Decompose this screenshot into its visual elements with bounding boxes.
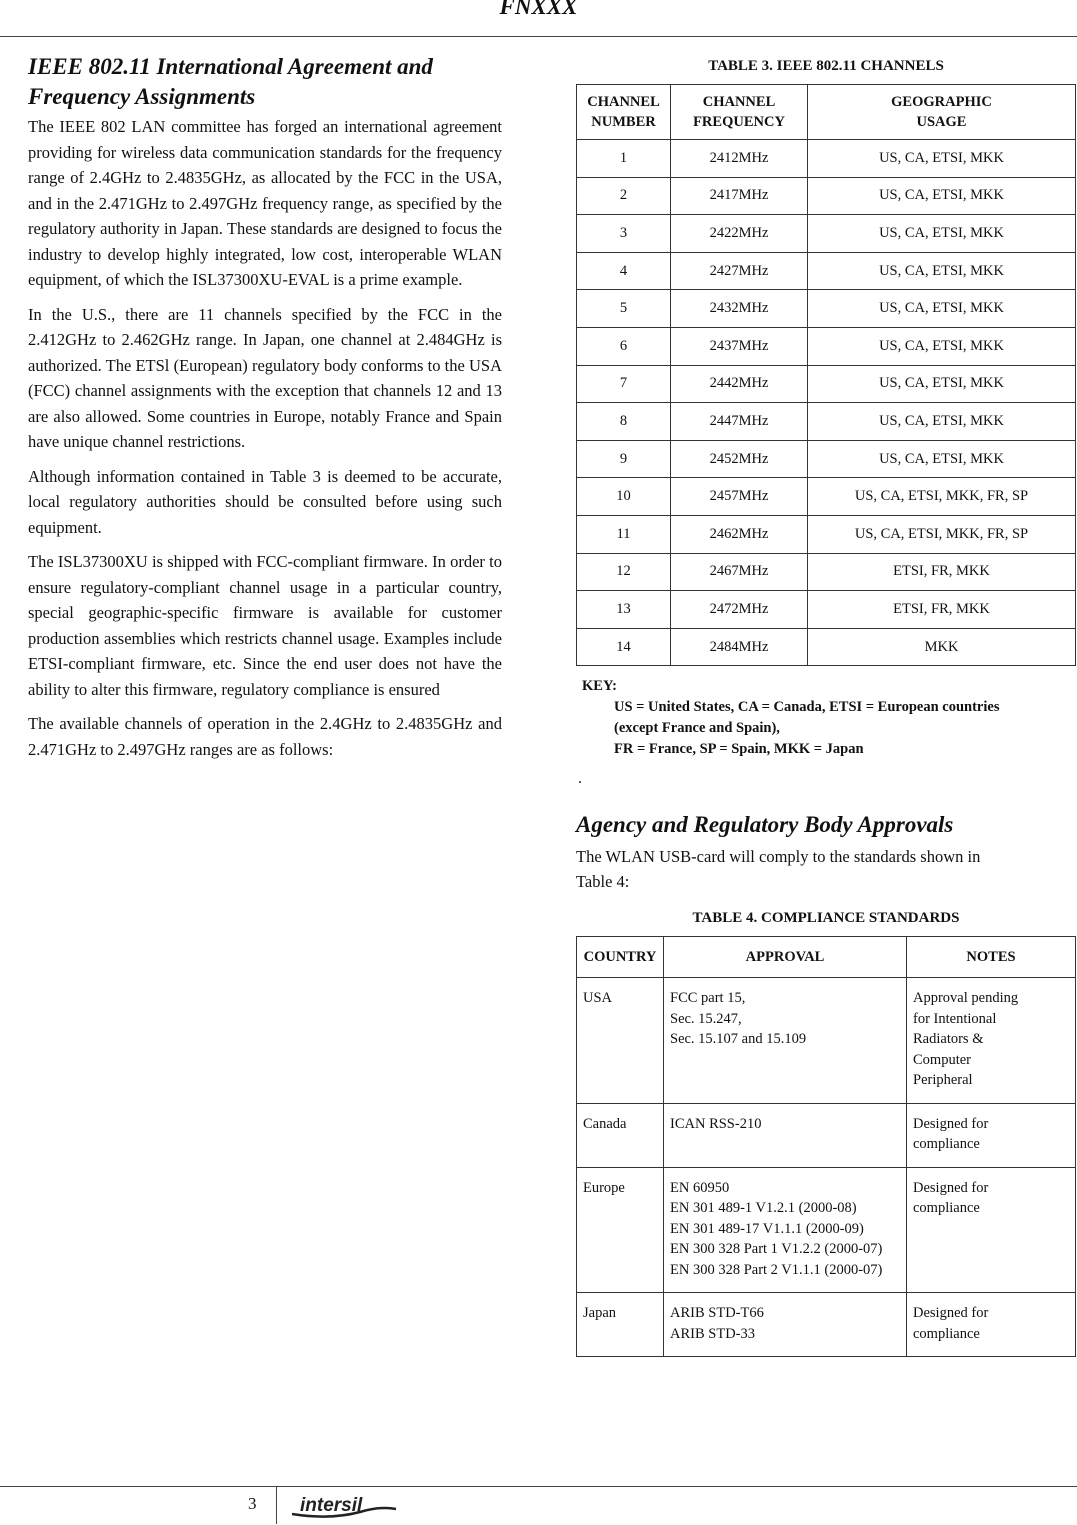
- key-line: US = United States, CA = Canada, ETSI = European countries: [614, 699, 1000, 716]
- channel-frequency-cell: 2432MHz: [671, 290, 808, 328]
- channels-table: [576, 84, 1076, 666]
- header-rule: [0, 36, 1077, 37]
- channel-frequency-cell: 2452MHz: [671, 440, 808, 478]
- table-row: [577, 140, 1076, 178]
- column-header: COUNTRY: [577, 937, 664, 978]
- channel-number-cell: 3: [577, 215, 671, 253]
- approval-line: ICAN RSS-210: [670, 1115, 762, 1132]
- channel-number-cell: 7: [577, 365, 671, 403]
- paragraph: The IEEE 802 LAN committee has forged an international agreement providing for wireless data communication standards for the frequency range of 2.4GHz to 2.4835GHz, as allocated by the FCC in the USA, and in the 2.471GHz to 2.497GHz frequency range, as specified by the regulatory authority in Japan. These standards are designed to focus the industry to develop highly integrated, low cost, interoperable WLAN equipment, of which the ISL37300XU-EVAL is a prime example.: [28, 117, 502, 289]
- paragraph: Although information contained in Table 3 is deemed to be accurate, local regulatory authorities should be consulted before using such equipment.: [28, 466, 502, 537]
- approval-cell: [664, 978, 907, 1104]
- table-row: [577, 403, 1076, 441]
- approval-line: ARIB STD-T66: [670, 1305, 764, 1322]
- geographic-usage-cell: US, CA, ETSI, MKK: [808, 215, 1076, 253]
- approval-cell: [664, 1167, 907, 1293]
- notes-line: Radiators &: [913, 1031, 984, 1048]
- table-row: [577, 215, 1076, 253]
- channel-frequency-cell: 2467MHz: [671, 553, 808, 591]
- table-row: [577, 290, 1076, 328]
- table-row: [577, 365, 1076, 403]
- geographic-usage-cell: ETSI, FR, MKK: [808, 553, 1076, 591]
- agency-intro: [576, 844, 1076, 894]
- intro-line-2: Table 4:: [576, 872, 630, 892]
- channel-frequency-cell: 2462MHz: [671, 515, 808, 553]
- geographic-usage-cell: MKK: [808, 628, 1076, 666]
- approval-line: EN 301 489-17 V1.1.1 (2000-09): [670, 1220, 864, 1237]
- channel-frequency-cell: 2484MHz: [671, 628, 808, 666]
- approval-line: Sec. 15.107 and 15.109: [670, 1031, 807, 1048]
- key-label: KEY:: [582, 678, 617, 695]
- notes-line: Peripheral: [913, 1072, 973, 1089]
- ieee-section-heading: [28, 52, 502, 112]
- channel-number-cell: 13: [577, 591, 671, 629]
- table-row: [577, 1167, 1076, 1293]
- intersil-logo: [290, 1494, 400, 1525]
- approval-line: FCC part 15,: [670, 990, 746, 1007]
- channel-number-cell: 10: [577, 478, 671, 516]
- channel-frequency-cell: 2427MHz: [671, 252, 808, 290]
- column-header: GEOGRAPHIC USAGE: [808, 85, 1076, 140]
- table-row: [577, 252, 1076, 290]
- channel-number-cell: 11: [577, 515, 671, 553]
- agency-section-heading: Agency and Regulatory Body Approvals: [576, 812, 954, 838]
- table-row: [577, 591, 1076, 629]
- geographic-usage-cell: US, CA, ETSI, MKK: [808, 403, 1076, 441]
- approval-line: ARIB STD-33: [670, 1325, 755, 1342]
- geographic-usage-cell: US, CA, ETSI, MKK: [808, 140, 1076, 178]
- geographic-usage-cell: US, CA, ETSI, MKK: [808, 252, 1076, 290]
- table-row: [577, 515, 1076, 553]
- approval-line: Sec. 15.247,: [670, 1010, 742, 1027]
- table-row: [577, 327, 1076, 365]
- document-code: FNXXX: [499, 0, 578, 19]
- channel-frequency-cell: 2447MHz: [671, 403, 808, 441]
- channel-frequency-cell: 2472MHz: [671, 591, 808, 629]
- paragraph: The available channels of operation in the 2.4GHz to 2.4835GHz and 2.471GHz to 2.497GHz ranges are as follows:: [28, 714, 502, 759]
- table4-caption: TABLE 4. COMPLIANCE STANDARDS: [692, 910, 960, 927]
- footer-rule: [0, 1486, 1077, 1487]
- notes-line: for Intentional: [913, 1010, 997, 1027]
- geographic-usage-cell: US, CA, ETSI, MKK: [808, 365, 1076, 403]
- geographic-usage-cell: US, CA, ETSI, MKK, FR, SP: [808, 478, 1076, 516]
- notes-line: Approval pending: [913, 990, 1019, 1007]
- compliance-table: [576, 936, 1076, 1357]
- table-row: [577, 440, 1076, 478]
- table-row: [577, 553, 1076, 591]
- geographic-usage-cell: US, CA, ETSI, MKK: [808, 290, 1076, 328]
- geographic-usage-cell: US, CA, ETSI, MKK, FR, SP: [808, 515, 1076, 553]
- notes-line: Designed for: [913, 1115, 989, 1132]
- geographic-usage-cell: US, CA, ETSI, MKK: [808, 177, 1076, 215]
- table-row: [577, 478, 1076, 516]
- notes-line: Computer: [913, 1051, 971, 1068]
- heading-line-2: Frequency Assignments: [28, 84, 256, 109]
- approval-line: EN 301 489-1 V1.2.1 (2000-08): [670, 1200, 857, 1217]
- column-header: APPROVAL: [664, 937, 907, 978]
- channel-frequency-cell: 2422MHz: [671, 215, 808, 253]
- column-header: NOTES: [907, 937, 1076, 978]
- channel-number-cell: 5: [577, 290, 671, 328]
- intro-line-1: The WLAN USB-card will comply to the standards shown in: [576, 847, 981, 867]
- country-cell: Canada: [577, 1103, 664, 1167]
- approval-cell: [664, 1293, 907, 1357]
- channel-number-cell: 2: [577, 177, 671, 215]
- channel-frequency-cell: 2412MHz: [671, 140, 808, 178]
- notes-line: compliance: [913, 1200, 980, 1217]
- table-row: [577, 628, 1076, 666]
- approval-cell: [664, 1103, 907, 1167]
- channel-number-cell: 8: [577, 403, 671, 441]
- column-header: CHANNEL FREQUENCY: [671, 85, 808, 140]
- geographic-usage-cell: US, CA, ETSI, MKK: [808, 440, 1076, 478]
- channel-frequency-cell: 2437MHz: [671, 327, 808, 365]
- notes-cell: [907, 1167, 1076, 1293]
- table-header-row: [577, 937, 1076, 978]
- key-line: (except France and Spain),: [614, 720, 780, 737]
- country-cell: Europe: [577, 1167, 664, 1293]
- right-column: [576, 54, 1076, 1357]
- channel-frequency-cell: 2457MHz: [671, 478, 808, 516]
- heading-line-1: IEEE 802.11 International Agreement and: [28, 54, 433, 79]
- notes-line: compliance: [913, 1136, 980, 1153]
- table-row: [577, 177, 1076, 215]
- notes-cell: [907, 1293, 1076, 1357]
- channel-number-cell: 6: [577, 327, 671, 365]
- table-row: [577, 1293, 1076, 1357]
- country-cell: Japan: [577, 1293, 664, 1357]
- channel-number-cell: 12: [577, 553, 671, 591]
- table-header-row: [577, 85, 1076, 140]
- table-key: [582, 676, 1076, 760]
- page-number: 3: [248, 1494, 257, 1513]
- left-column: [28, 52, 502, 771]
- notes-line: compliance: [913, 1325, 980, 1342]
- channel-frequency-cell: 2442MHz: [671, 365, 808, 403]
- footer-divider: [276, 1486, 277, 1524]
- key-line: FR = France, SP = Spain, MKK = Japan: [614, 741, 864, 758]
- approval-line: EN 60950: [670, 1179, 730, 1196]
- paragraph: In the U.S., there are 11 channels specified by the FCC in the 2.412GHz to 2.462GHz range. In Japan, one channel at 2.484GHz is authorized. The ETSl (European) regulatory body conforms to the USA (FCC) channel assignments with the exception that channels 12 and 13 are also allowed. Some countries in Europe, notably France and Spain have unique channel restrictions.: [28, 304, 502, 451]
- notes-cell: [907, 978, 1076, 1104]
- geographic-usage-cell: ETSI, FR, MKK: [808, 591, 1076, 629]
- channel-number-cell: 9: [577, 440, 671, 478]
- country-cell: USA: [577, 978, 664, 1104]
- notes-cell: [907, 1103, 1076, 1167]
- approval-line: EN 300 328 Part 2 V1.1.1 (2000-07): [670, 1261, 883, 1278]
- approval-line: EN 300 328 Part 1 V1.2.2 (2000-07): [670, 1241, 883, 1258]
- channel-number-cell: 1: [577, 140, 671, 178]
- channel-frequency-cell: 2417MHz: [671, 177, 808, 215]
- table-row: [577, 978, 1076, 1104]
- logo-text: intersil: [300, 1495, 363, 1516]
- table3-caption: TABLE 3. IEEE 802.11 CHANNELS: [708, 58, 944, 74]
- channel-number-cell: 14: [577, 628, 671, 666]
- separator-dot: .: [578, 770, 582, 788]
- notes-line: Designed for: [913, 1179, 989, 1196]
- geographic-usage-cell: US, CA, ETSI, MKK: [808, 327, 1076, 365]
- notes-line: Designed for: [913, 1305, 989, 1322]
- intersil-logo-mark: [290, 1494, 400, 1520]
- table-row: [577, 1103, 1076, 1167]
- channel-number-cell: 4: [577, 252, 671, 290]
- paragraph: The ISL37300XU is shipped with FCC-compliant firmware. In order to ensure regulatory-compliant channel usage in a particular country, special geographic-specific firmware is available for customer production assemblies which restricts channel usage. Examples include ETSI-compliant firmware, etc. Since the end user does not have the ability to alter this firmware, regulatory compliance is ensured: [28, 552, 502, 699]
- column-header: CHANNEL NUMBER: [577, 85, 671, 140]
